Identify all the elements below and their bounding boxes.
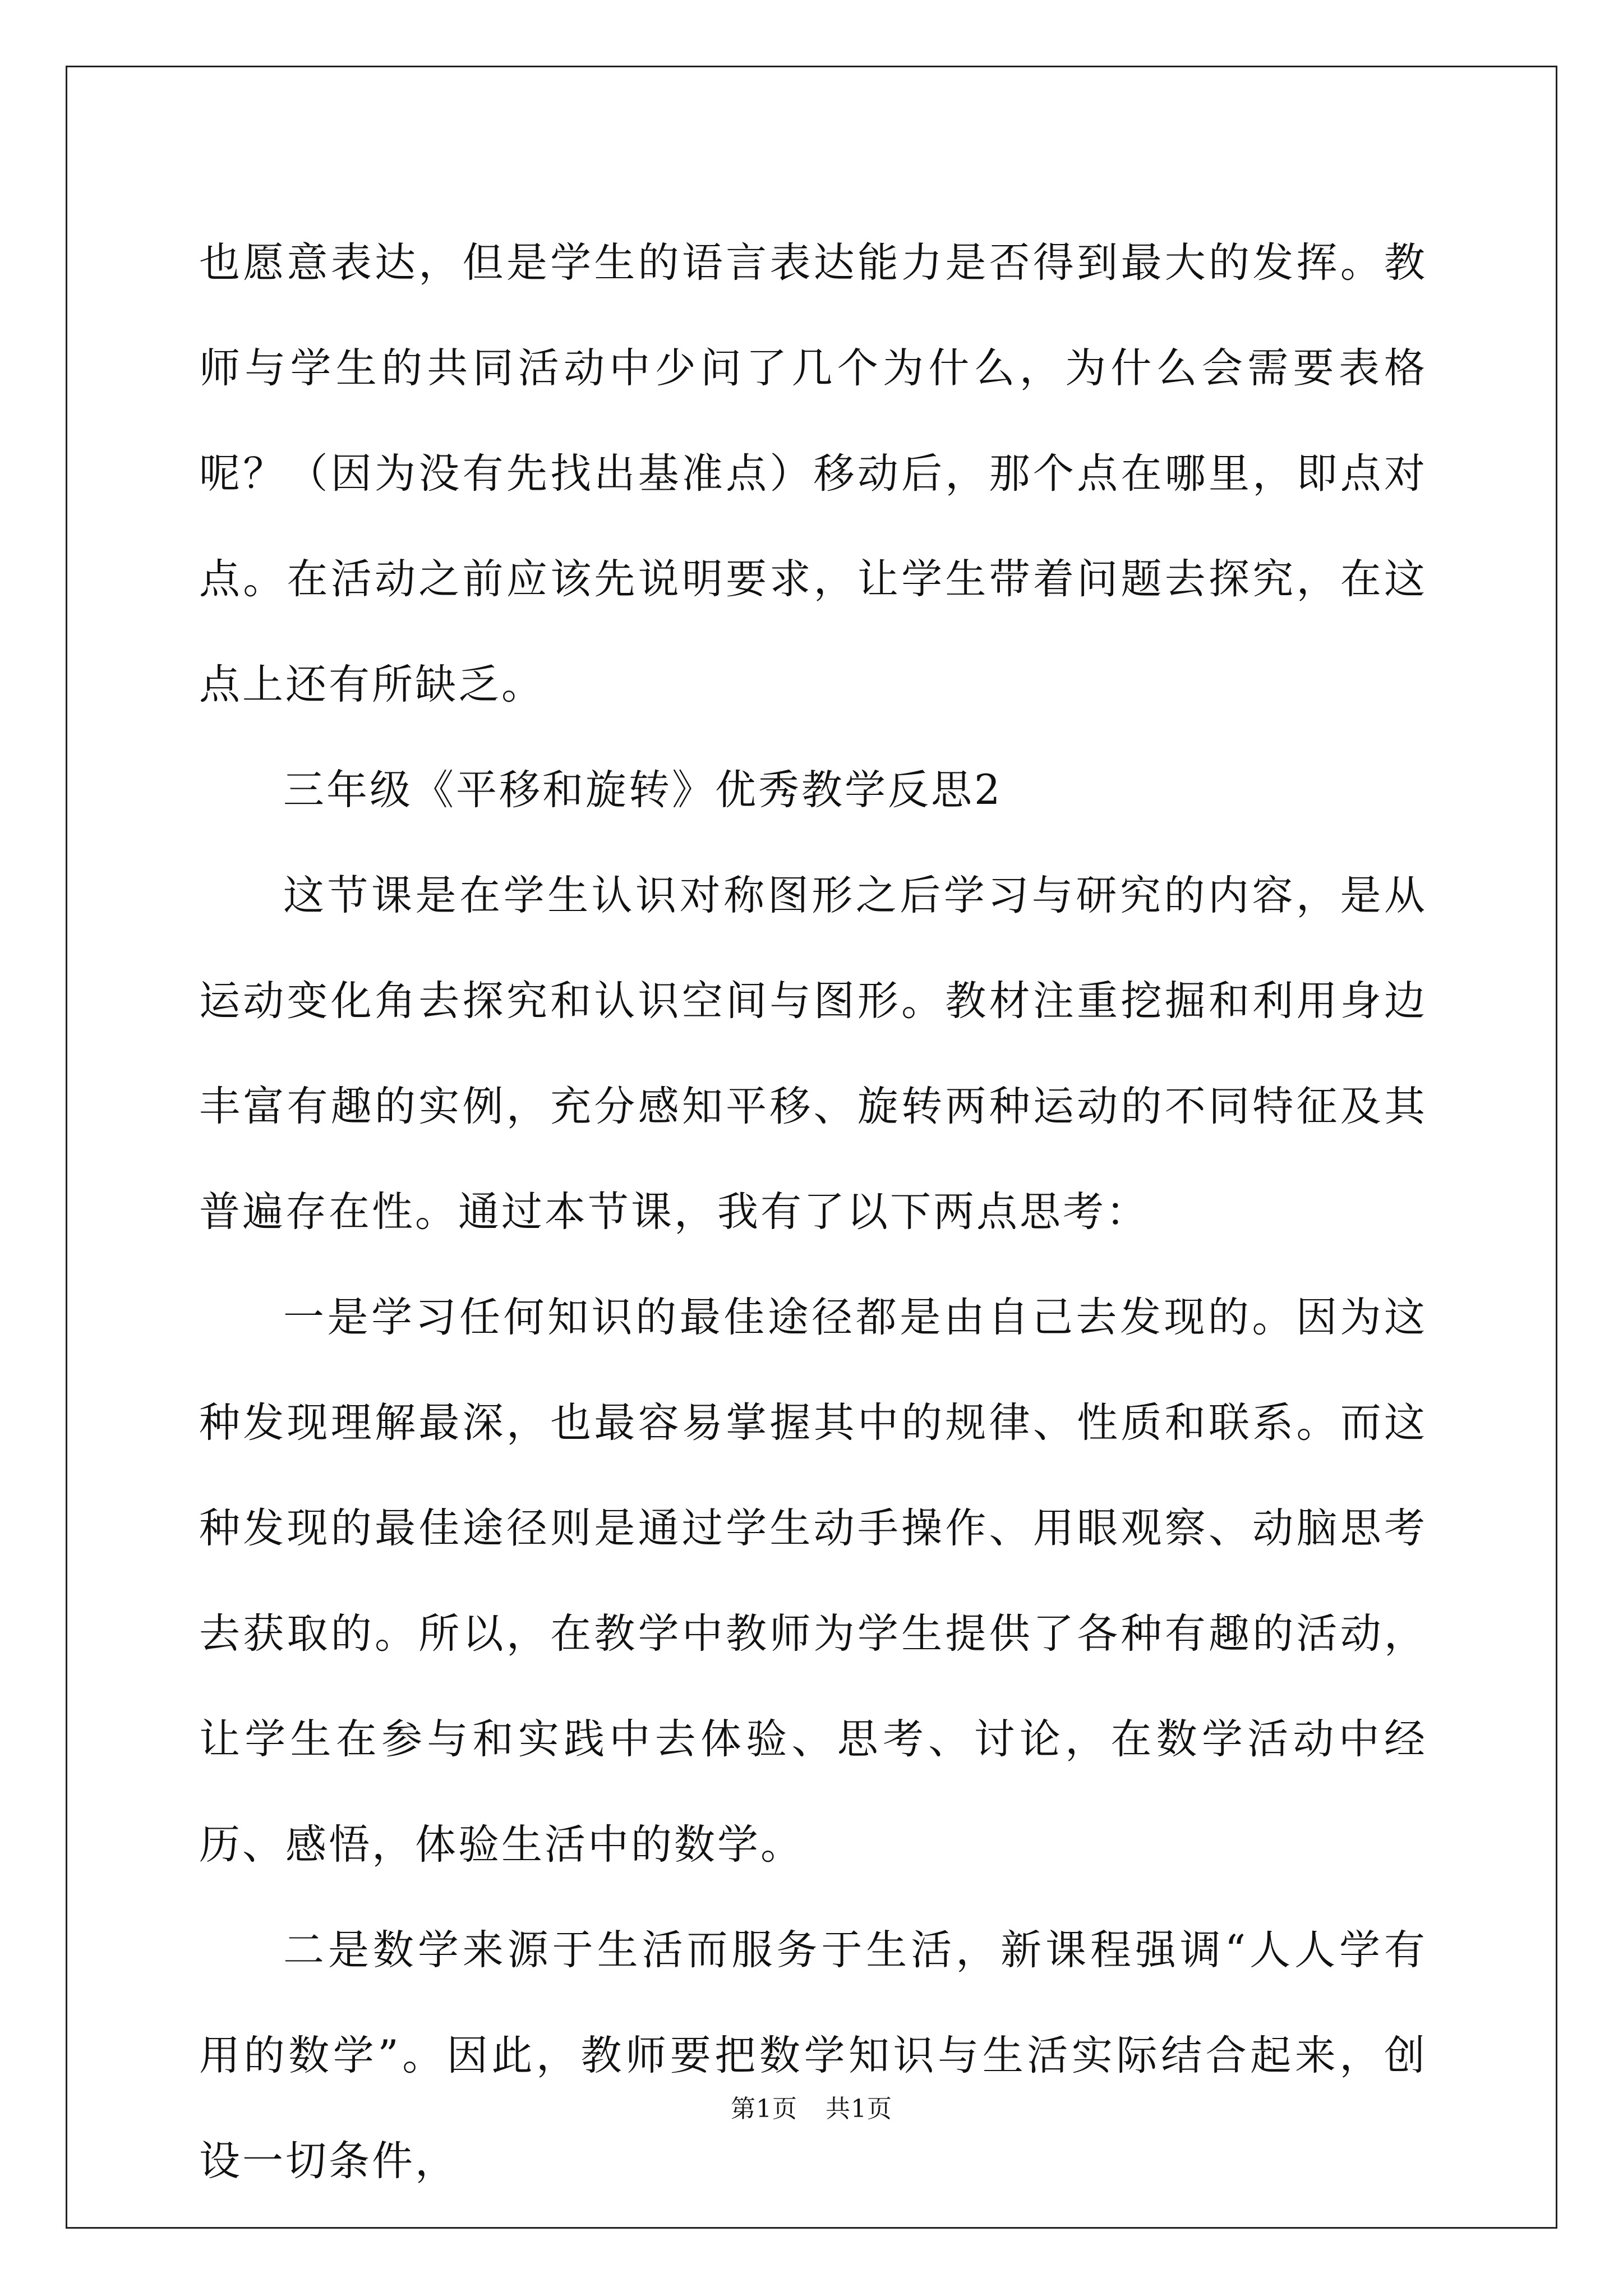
section-title: 三年级《平移和旋转》优秀教学反思2 bbox=[283, 766, 1003, 814]
page-total: 共1页 bbox=[826, 2095, 892, 2123]
page-number: 第1页 bbox=[731, 2095, 797, 2123]
paragraph-continuation: 也愿意表达，但是学生的语言表达能力是否得到最大的发挥。教师与学生的共同活动中少问了几个为什么，为什么会需要表格呢？（因为没有先找出基准点）移动后，那个点在哪里，即点对点。在活动之前应该先说明要求，让学生带着问题去探究，在这点上还有所缺乏。 bbox=[199, 239, 1427, 708]
paragraph-intro: 这节课是在学生认识对称图形之后学习与研究的内容，是从运动变化角去探究和认识空间与图形。教材注重挖掘和利用身边丰富有趣的实例，充分感知平移、旋转两种运动的不同特征及其普遍存在性。通过本节课，我有了以下两点思考： bbox=[199, 872, 1427, 1236]
paragraph-point-two: 二是数学来源于生活而服务于生活，新课程强调“人人学有用的数学”。因此，教师要把数学知识与生活实际结合起来，创设一切条件， bbox=[199, 1926, 1427, 2185]
document-body bbox=[199, 210, 1427, 2214]
paragraph-point-one: 一是学习任何知识的最佳途径都是由自己去发现的。因为这种发现理解最深，也最容易掌握其中的规律、性质和联系。而这种发现的最佳途径则是通过学生动手操作、用眼观察、动脑思考去获取的。所以，在教学中教师为学生提供了各种有趣的活动，让学生在参与和实践中去体验、思考、讨论，在数学活动中经历、感悟，体验生活中的数学。 bbox=[199, 1294, 1427, 1869]
page-footer bbox=[0, 2092, 1623, 2126]
